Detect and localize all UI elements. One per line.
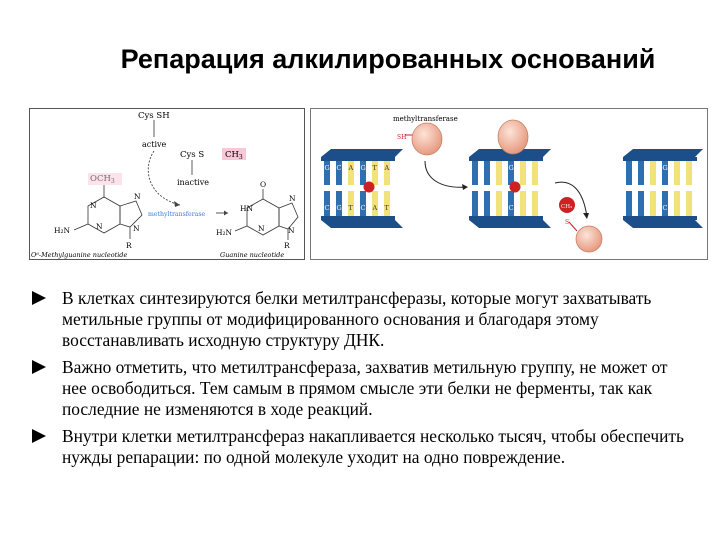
protein-blob-2 (498, 120, 528, 154)
n3-left: N (96, 222, 103, 231)
base-letter: G (662, 164, 668, 172)
protein-blob-1 (412, 123, 442, 155)
base-letter: G (508, 164, 514, 172)
base-letter: C (324, 204, 330, 212)
inactive-label: inactive (177, 178, 209, 187)
base-letter: C (662, 204, 668, 212)
hn-right: HN (240, 204, 254, 213)
base-bar (650, 191, 656, 216)
base-bar (638, 191, 644, 216)
dna-repaired (623, 149, 703, 228)
base-letter: G (360, 164, 366, 172)
methyltransferase-label: methyltransferase (393, 115, 458, 123)
base-bar (674, 161, 680, 185)
n9-left: N (133, 224, 140, 233)
base-letter: C (508, 204, 514, 212)
active-label: active (142, 140, 167, 149)
bullet-item-3 (32, 426, 692, 468)
arrow-bullet-icon (32, 429, 46, 443)
base-bar (472, 161, 478, 185)
bullet-text: Важно отметить, что метилтрансфераза, захватив метильную группу, не может от нее освободиться. Тем самым в прямом смысле эти белки не ферменты, так как последние не изменяются в ходе реакций. (62, 357, 668, 419)
bullet-list (32, 288, 692, 474)
base-bar (496, 191, 502, 216)
reaction-scheme (30, 109, 304, 259)
n7-left: N (134, 192, 141, 201)
r-left: R (126, 241, 132, 250)
methylation-reaction-figure (29, 108, 305, 260)
bullet-text: В клетках синтезируются белки метилтрансферазы, которые могут захватывать метильные группы от модифицированного основания и благодаря этому восстанавливать исходную структуру ДНК. (62, 288, 652, 350)
sh-label: SH (397, 134, 407, 141)
base-letter: C (336, 164, 342, 172)
base-letter: T (384, 204, 389, 212)
n1-left: N (90, 201, 97, 210)
slide-title: Репарация алкилированных оснований (120, 44, 656, 74)
s-label-right: S (565, 219, 570, 226)
caption-methylguanine: O⁶-Methylguanine nucleotide (31, 251, 128, 259)
bullet-text: Внутри клетки метилтрансфераз накапливается несколько тысяч, чтобы обеспечить нужды репарации: по одной молекуле уходит на одно повреждение. (62, 426, 684, 467)
base-bar (626, 161, 632, 185)
base-bar (484, 161, 490, 185)
base-bar (650, 161, 656, 185)
protein-blob-3 (576, 226, 602, 252)
base-letter: G (324, 164, 330, 172)
n7-right: N (289, 194, 296, 203)
base-bar (484, 191, 490, 216)
base-letter: G (336, 204, 342, 212)
caption-guanine: Guanine nucleotide (220, 251, 285, 259)
base-letter: T (348, 204, 353, 212)
cys-sh-label: Cys SH (138, 111, 170, 121)
n9-right: N (288, 226, 295, 235)
base-bar (532, 161, 538, 185)
base-bar (532, 191, 538, 216)
base-letter: C (360, 204, 366, 212)
o-right: O (260, 180, 267, 189)
base-letter: A (372, 204, 378, 212)
arrow-bullet-icon (32, 360, 46, 374)
n3-right: N (258, 224, 265, 233)
base-bar (686, 161, 692, 185)
dna-repair-scheme (311, 109, 707, 259)
base-bar (686, 191, 692, 216)
h2n-right: H₂N (216, 228, 233, 237)
base-bar (496, 161, 502, 185)
base-bar (638, 161, 644, 185)
dna-binding (469, 120, 551, 228)
ch3-label: $CH_3$ (225, 150, 243, 161)
cys-s-label: Cys S (180, 150, 205, 160)
base-bar (674, 191, 680, 216)
base-bar (520, 161, 526, 185)
r-right: R (284, 241, 290, 250)
base-letter: A (348, 164, 354, 172)
base-letter: A (384, 164, 390, 172)
bullet-item-2 (32, 357, 692, 420)
base-bar (520, 191, 526, 216)
h2n-left: H₂N (54, 226, 71, 235)
base-bar (626, 191, 632, 216)
methyl-group-dot (364, 182, 375, 193)
base-letter: T (372, 164, 377, 172)
ch3-label-right: CH₃ (561, 204, 573, 210)
base-bar (472, 191, 478, 216)
arrow-bullet-icon (32, 291, 46, 305)
dna-damaged (321, 149, 403, 228)
bullet-item-1 (32, 288, 692, 351)
dna-repair-figure (310, 108, 708, 260)
enzyme-label: methyltransferase (148, 211, 206, 218)
